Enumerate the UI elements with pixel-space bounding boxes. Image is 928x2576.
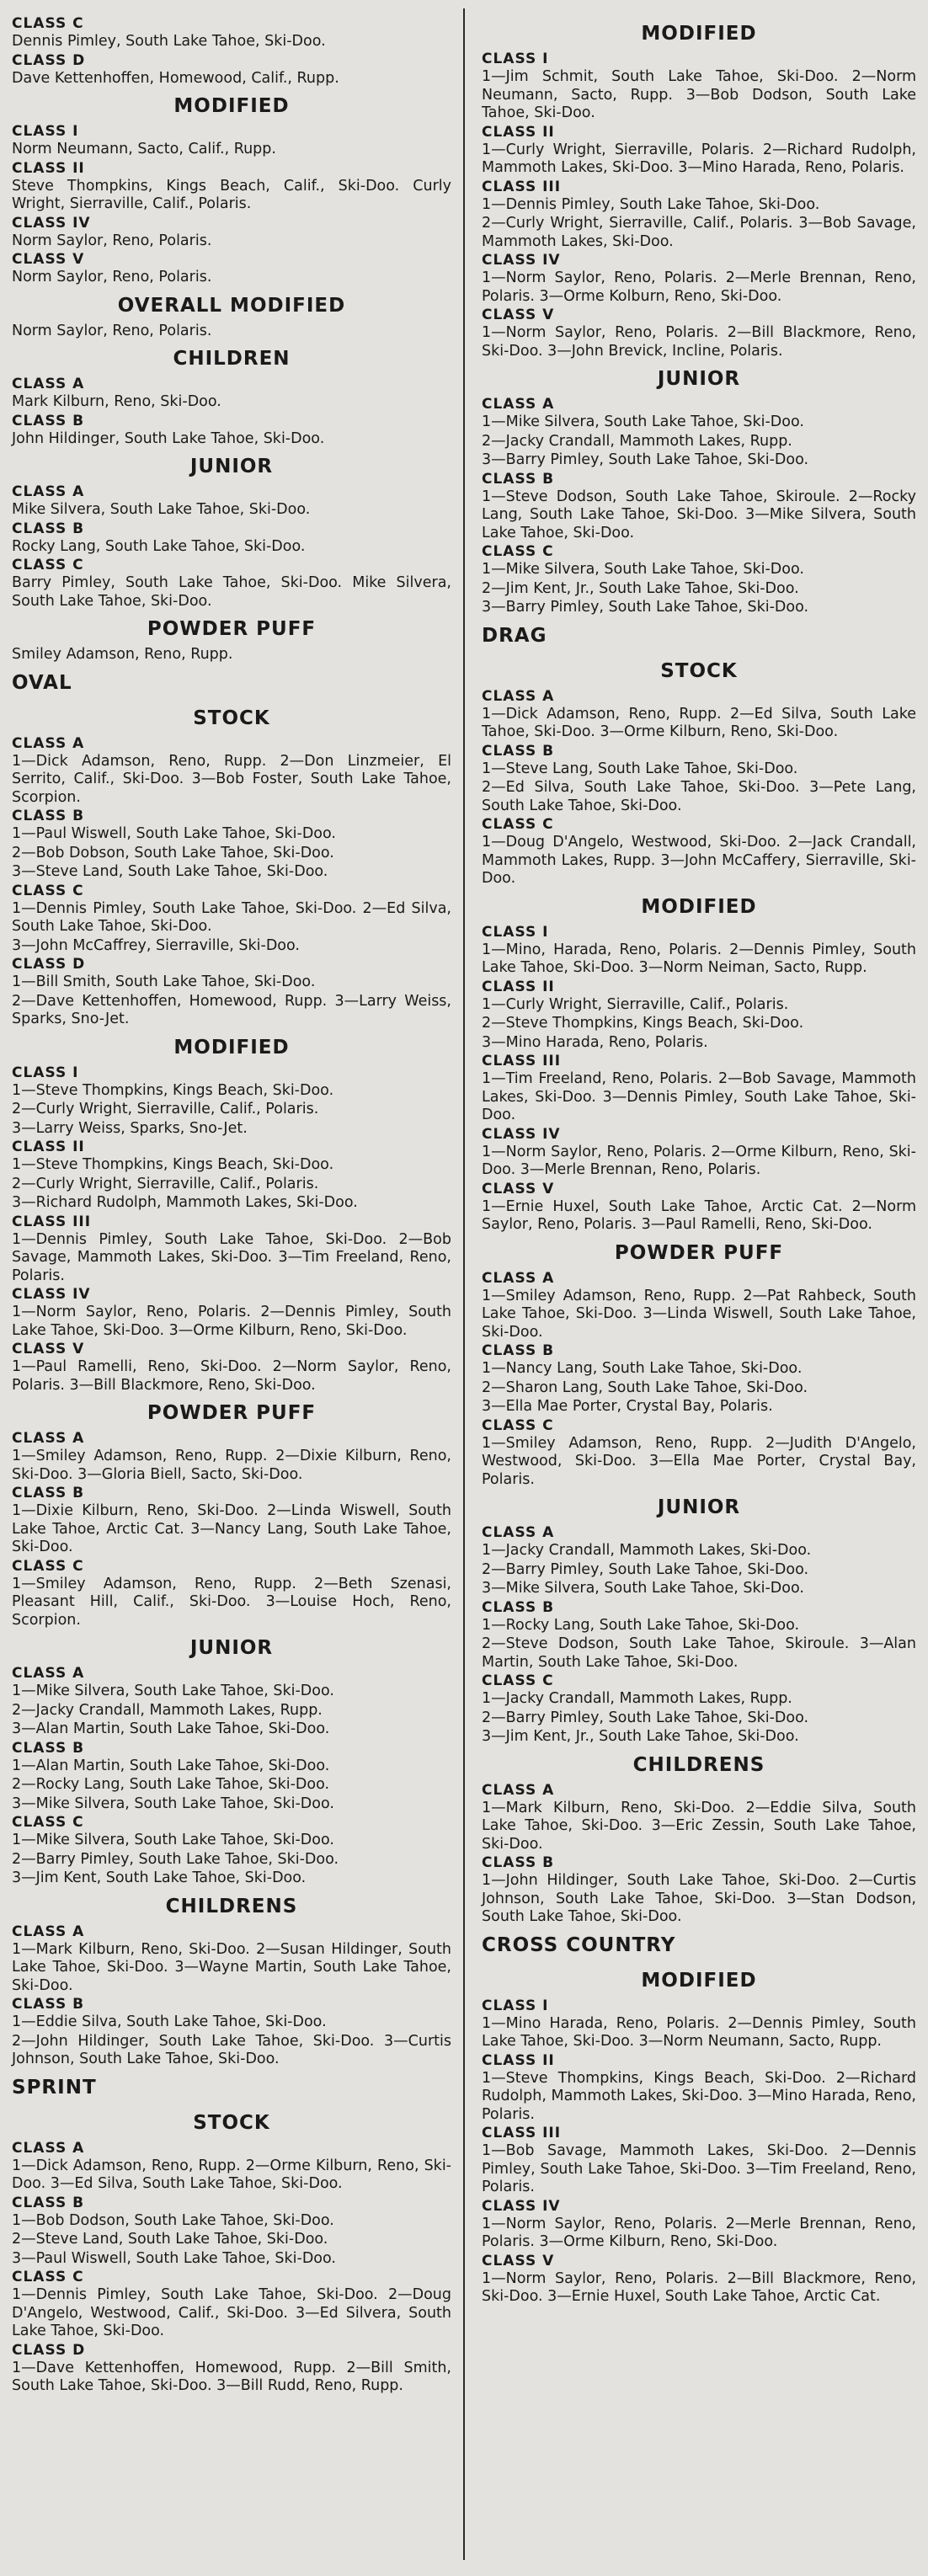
section-heading: JUNIOR [189, 456, 274, 477]
result-entry: 1—Mike Silvera, South Lake Tahoe, Ski-Doo. [482, 413, 804, 430]
result-entry: Rocky Lang, South Lake Tahoe, Ski-Doo. [12, 537, 306, 555]
class-label: CLASS D [12, 51, 86, 69]
result-entry: 1—Jacky Crandall, Mammoth Lakes, Rupp. [482, 1690, 792, 1707]
class-label: CLASS B [482, 742, 555, 760]
result-entry: 1—Bob Dodson, South Lake Tahoe, Ski-Doo. [12, 2211, 334, 2229]
result-entry: 3—Jim Kent, South Lake Tahoe, Ski-Doo. [12, 1869, 307, 1886]
result-entry: 1—Dennis Pimley, South Lake Tahoe, Ski-Doo. 2—Bob Savage, Mammoth Lakes, Ski-Doo. 3—Tim Freeland, Reno, Polaris. [12, 1230, 456, 1284]
class-label: CLASS III [482, 178, 562, 195]
result-entry: 1—Mike Silvera, South Lake Tahoe, Ski-Doo. [482, 561, 804, 578]
result-entry: 1—Norm Saylor, Reno, Polaris. 2—Orme Kilburn, Reno, Ski-Doo. 3—Merle Brennan, Reno, Polaris. [482, 1143, 916, 1178]
result-entry: 1—Dennis Pimley, South Lake Tahoe, Ski-Doo. [482, 195, 820, 213]
class-label: CLASS B [482, 470, 555, 488]
result-entry: Barry Pimley, South Lake Tahoe, Ski-Doo. Mike Silvera, South Lake Tahoe, Ski-Doo. [12, 574, 456, 610]
result-entry: 1—Dick Adamson, Reno, Rupp. 2—Orme Kilburn, Reno, Ski-Doo. 3—Ed Silva, South Lake Tahoe, Ski-Doo. [12, 2157, 451, 2192]
event-heading: CROSS COUNTRY [482, 1933, 676, 1956]
class-label: CLASS IV [12, 1286, 91, 1303]
result-entry: 1—Smiley Adamson, Reno, Rupp. 2—Judith D'Angelo, Westwood, Ski-Doo. 3—Ella Mae Porter, Crystal Bay, Polaris. [482, 1434, 921, 1488]
class-label: CLASS II [482, 123, 555, 141]
section-heading: STOCK [660, 659, 738, 682]
result-entry: 3—Mike Silvera, South Lake Tahoe, Ski-Doo. [482, 1580, 804, 1597]
result-entry: 1—Tim Freeland, Reno, Polaris. 2—Bob Savage, Mammoth Lakes, Ski-Doo. 3—Dennis Pimley, South Lake Tahoe, Ski-Doo. [482, 1070, 921, 1123]
class-label: CLASS A [12, 483, 85, 500]
class-label: CLASS B [482, 1342, 555, 1359]
class-label: CLASS C [482, 543, 554, 560]
result-entry: 1—Curly Wright, Sierraville, Calif., Polaris. [482, 995, 789, 1013]
result-entry: 1—Norm Saylor, Reno, Polaris. 2—Merle Brennan, Reno, Polaris. 3—Orme Kilburn, Reno, Ski-Doo. [482, 2215, 921, 2250]
class-label: CLASS D [12, 2341, 86, 2359]
section-heading: JUNIOR [657, 368, 741, 390]
class-label: CLASS B [482, 1598, 555, 1616]
class-label: CLASS B [12, 520, 85, 537]
class-label: CLASS V [482, 1180, 555, 1197]
section-heading: JUNIOR [657, 1496, 741, 1518]
result-entry: 1—Dixie Kilburn, Reno, Ski-Doo. 2—Linda Wiswell, South Lake Tahoe, Arctic Cat. 3—Nancy Lang, South Lake Tahoe, Ski-Doo. [12, 1502, 456, 1555]
result-entry: 1—Mike Silvera, South Lake Tahoe, Ski-Doo. [12, 1683, 334, 1699]
result-entry: 1—Mino Harada, Reno, Polaris. 2—Dennis Pimley, South Lake Tahoe, Ski-Doo. 3—Norm Neumann, Sacto, Rupp. [482, 2014, 921, 2050]
event-heading: OVAL [12, 671, 72, 694]
result-entry: 1—Steve Thompkins, Kings Beach, Ski-Doo. 2—Richard Rudolph, Mammoth Lakes, Ski-Doo. 3—Mino Harada, Reno, Polaris. [482, 2069, 921, 2123]
result-entry: 2—Rocky Lang, South Lake Tahoe, Ski-Doo. [12, 1776, 330, 1793]
event-heading: SPRINT [12, 2076, 97, 2099]
result-entry: 1—Norm Saylor, Reno, Polaris. 2—Bill Blackmore, Reno, Ski-Doo. 3—John Brevick, Incline, Polaris. [482, 324, 921, 360]
class-label: CLASS I [482, 51, 549, 67]
result-entry: Dave Kettenhoffen, Homewood, Calif., Rupp. [12, 69, 339, 87]
class-label: CLASS III [482, 2125, 562, 2141]
result-entry: Norm Saylor, Reno, Polaris. [12, 322, 212, 339]
result-entry: 3—Mino Harada, Reno, Polaris. [482, 1033, 708, 1051]
class-label: CLASS II [12, 159, 85, 177]
result-entry: 1—Norm Saylor, Reno, Polaris. 2—Bill Blackmore, Reno, Ski-Doo. 3—Ernie Huxel, South Lake Tahoe, Arctic Cat. [482, 2269, 921, 2305]
section-heading: MODIFIED [173, 95, 290, 117]
result-entry: Smiley Adamson, Reno, Rupp. [12, 646, 233, 663]
result-entry: 2—Jim Kent, Jr., South Lake Tahoe, Ski-Doo. [482, 579, 799, 597]
class-label: CLASS C [482, 1416, 554, 1434]
section-heading: STOCK [193, 2111, 270, 2134]
left-column [12, 15, 456, 2397]
class-label: CLASS V [482, 2252, 555, 2269]
class-label: CLASS C [12, 15, 84, 32]
result-entry: 1—Bob Savage, Mammoth Lakes, Ski-Doo. 2—Dennis Pimley, South Lake Tahoe, Ski-Doo. 3—Tim Freeland, Reno, Polaris. [482, 2142, 921, 2195]
class-label: CLASS D [12, 956, 86, 973]
result-entry: 3—Paul Wiswell, South Lake Tahoe, Ski-Doo. [12, 2249, 336, 2267]
result-entry: 1—Dick Adamson, Reno, Rupp. 2—Ed Silva, South Lake Tahoe, Ski-Doo. 3—Orme Kilburn, Reno, Ski-Doo. [482, 705, 921, 740]
class-label: CLASS C [12, 882, 84, 899]
section-heading: OVERALL MODIFIED [117, 294, 346, 317]
class-label: CLASS B [12, 2194, 85, 2211]
class-label: CLASS B [12, 1485, 85, 1501]
class-label: CLASS IV [482, 1125, 561, 1143]
section-heading: CHILDRENS [632, 1753, 765, 1776]
result-entry: 2—Barry Pimley, South Lake Tahoe, Ski-Doo. [12, 1850, 339, 1868]
result-entry: 3—Steve Land, South Lake Tahoe, Ski-Doo. [12, 863, 328, 880]
class-label: CLASS I [482, 1997, 549, 2014]
result-entry: 1—Ernie Huxel, South Lake Tahoe, Arctic Cat. 2—Norm Saylor, Reno, Polaris. 3—Paul Ramelli, Reno, Ski-Doo. [482, 1197, 921, 1233]
result-entry: 3—John McCaffrey, Sierraville, Ski-Doo. [12, 936, 300, 954]
result-entry: 1—Norm Saylor, Reno, Polaris. 2—Dennis Pimley, South Lake Tahoe, Ski-Doo. 3—Orme Kilburn, Reno, Ski-Doo. [12, 1304, 456, 1339]
class-label: CLASS A [482, 1524, 555, 1541]
class-label: CLASS A [482, 1781, 555, 1799]
section-heading: MODIFIED [641, 23, 757, 45]
result-entry: Steve Thompkins, Kings Beach, Calif., Ski-Doo. Curly Wright, Sierraville, Calif., Polaris. [12, 177, 456, 212]
result-entry: 2—Jacky Crandall, Mammoth Lakes, Rupp. [482, 432, 792, 450]
result-entry: 3—Ella Mae Porter, Crystal Bay, Polaris. [482, 1398, 773, 1415]
result-entry: 1—Jim Schmit, South Lake Tahoe, Ski-Doo. 2—Norm Neumann, Sacto, Rupp. 3—Bob Dodson, South Lake Tahoe, Ski-Doo. [482, 68, 921, 121]
result-entry: 3—Barry Pimley, South Lake Tahoe, Ski-Doo. [482, 451, 809, 468]
section-heading: CHILDRENS [165, 1895, 298, 1917]
result-entry: 1—Curly Wright, Sierraville, Polaris. 2—Richard Rudolph, Mammoth Lakes, Ski-Doo. 3—Mino Harada, Reno, Polaris. [482, 141, 921, 176]
class-label: CLASS B [12, 1996, 85, 2013]
class-label: CLASS II [482, 2051, 555, 2069]
result-entry: 3—Alan Martin, South Lake Tahoe, Ski-Doo. [12, 1720, 330, 1737]
class-label: CLASS A [482, 1269, 555, 1287]
class-label: CLASS V [482, 307, 555, 323]
result-entry: 3—Mike Silvera, South Lake Tahoe, Ski-Doo. [12, 1795, 334, 1812]
class-label: CLASS B [12, 808, 85, 824]
result-entry: 1—Rocky Lang, South Lake Tahoe, Ski-Doo. [482, 1616, 800, 1634]
result-entry: 3—Jim Kent, Jr., South Lake Tahoe, Ski-Doo. [482, 1728, 799, 1745]
result-entry: 1—Jacky Crandall, Mammoth Lakes, Ski-Doo. [482, 1542, 812, 1559]
result-entry: 1—Nancy Lang, South Lake Tahoe, Ski-Doo. [482, 1360, 803, 1377]
result-entry: 2—Curly Wright, Sierraville, Calif., Polaris. [12, 1175, 319, 1192]
result-entry: 3—Barry Pimley, South Lake Tahoe, Ski-Doo. [482, 599, 809, 616]
class-label: CLASS II [482, 978, 555, 995]
class-label: CLASS V [12, 1341, 85, 1357]
result-entry: 1—Mino, Harada, Reno, Polaris. 2—Dennis Pimley, South Lake Tahoe, Ski-Doo. 3—Norm Neiman, Sacto, Rupp. [482, 941, 921, 976]
section-heading: POWDER PUFF [147, 1402, 317, 1424]
class-label: CLASS A [12, 1923, 85, 1940]
result-entry: 1—Alan Martin, South Lake Tahoe, Ski-Doo. [12, 1757, 330, 1774]
class-label: CLASS C [12, 1557, 84, 1575]
class-label: CLASS I [12, 123, 79, 140]
event-heading: DRAG [482, 624, 547, 647]
class-label: CLASS A [12, 734, 85, 752]
result-entry: Mike Silvera, South Lake Tahoe, Ski-Doo. [12, 501, 311, 518]
class-label: CLASS A [12, 1430, 85, 1447]
result-entry: 2—Barry Pimley, South Lake Tahoe, Ski-Doo. [482, 1709, 809, 1726]
result-entry: 2—Ed Silva, South Lake Tahoe, Ski-Doo. 3—Pete Lang, South Lake Tahoe, Ski-Doo. [482, 779, 921, 814]
result-entry: 1—Smiley Adamson, Reno, Rupp. 2—Dixie Kilburn, Reno, Ski-Doo. 3—Gloria Biell, Sacto, Ski-Doo. [12, 1448, 456, 1483]
result-entry: 2—Barry Pimley, South Lake Tahoe, Ski-Doo. [482, 1560, 809, 1578]
result-entry: 2—Steve Dodson, South Lake Tahoe, Skiroule. 3—Alan Martin, South Lake Tahoe, Ski-Doo. [482, 1635, 921, 1671]
class-label: CLASS B [482, 1854, 555, 1871]
result-entry: 2—Steve Land, South Lake Tahoe, Ski-Doo. [12, 2231, 328, 2248]
class-label: CLASS C [482, 816, 554, 833]
class-label: CLASS A [12, 2139, 85, 2157]
result-entry: 2—Jacky Crandall, Mammoth Lakes, Rupp. [12, 1701, 323, 1719]
result-entry: 3—Larry Weiss, Sparks, Sno-Jet. [12, 1119, 248, 1137]
class-label: CLASS A [12, 1665, 85, 1682]
result-entry: 2—Curly Wright, Sierraville, Calif., Polaris. [12, 1101, 319, 1117]
section-heading: MODIFIED [173, 1036, 290, 1059]
result-entry: Norm Saylor, Reno, Polaris. [12, 232, 212, 249]
section-heading: MODIFIED [641, 1969, 757, 1992]
result-entry: 1—Mark Kilburn, Reno, Ski-Doo. 2—Eddie Silva, South Lake Tahoe, Ski-Doo. 3—Eric Zessin, South Lake Tahoe, Ski-Doo. [482, 1799, 921, 1853]
result-entry: 1—Smiley Adamson, Reno, Rupp. 2—Beth Szenasi, Pleasant Hill, Calif., Ski-Doo. 3—Louise Hoch, Reno, Scorpion. [12, 1575, 456, 1629]
section-heading: MODIFIED [641, 895, 757, 918]
class-label: CLASS A [482, 687, 555, 705]
result-entry: 1—Dick Adamson, Reno, Rupp. 2—Don Linzmeier, El Serrito, Calif., Ski-Doo. 3—Bob Foster, South Lake Tahoe, Scorpion. [12, 752, 456, 806]
class-label: CLASS II [12, 1139, 85, 1155]
class-label: CLASS IV [12, 214, 91, 232]
class-label: CLASS V [12, 251, 85, 268]
result-entry: 3—Richard Rudolph, Mammoth Lakes, Ski-Doo. [12, 1194, 358, 1211]
class-label: CLASS A [12, 376, 85, 392]
class-label: CLASS C [482, 1672, 554, 1689]
result-entry: 1—Steve Thompkins, Kings Beach, Ski-Doo. [12, 1156, 334, 1173]
result-entry: 1—Smiley Adamson, Reno, Rupp. 2—Pat Rahbeck, South Lake Tahoe, Ski-Doo. 3—Linda Wiswell, South Lake Tahoe, Ski-Doo. [482, 1287, 921, 1341]
class-label: CLASS C [12, 2269, 84, 2285]
result-entry: 1—Dennis Pimley, South Lake Tahoe, Ski-Doo. 2—Ed Silva, South Lake Tahoe, Ski-Doo. [12, 899, 456, 935]
result-entry: 1—Bill Smith, South Lake Tahoe, Ski-Doo. [12, 973, 316, 990]
result-entry: 1—Steve Thompkins, Kings Beach, Ski-Doo. [12, 1081, 334, 1099]
result-entry: 1—Dave Kettenhoffen, Homewood, Rupp. 2—Bill Smith, South Lake Tahoe, Ski-Doo. 3—Bill Rudd, Reno, Rupp. [12, 2359, 456, 2394]
class-label: CLASS I [482, 923, 549, 941]
section-heading: POWDER PUFF [147, 618, 317, 640]
right-column [482, 15, 921, 2307]
result-entry: 1—Paul Ramelli, Reno, Ski-Doo. 2—Norm Saylor, Reno, Polaris. 3—Bill Blackmore, Reno, Ski-Doo. [12, 1358, 456, 1394]
result-entry: 2—Sharon Lang, South Lake Tahoe, Ski-Doo. [482, 1379, 808, 1396]
column-divider [463, 8, 465, 2560]
result-entry: 1—Dennis Pimley, South Lake Tahoe, Ski-Doo. 2—Doug D'Angelo, Westwood, Calif., Ski-Doo. 3—Ed Silvera, South Lake Tahoe, Ski-Doo. [12, 2286, 456, 2339]
result-entry: 1—Norm Saylor, Reno, Polaris. 2—Merle Brennan, Reno, Polaris. 3—Orme Kolburn, Reno, Ski-Doo. [482, 269, 921, 305]
class-label: CLASS III [482, 1053, 562, 1069]
class-label: CLASS C [12, 557, 84, 573]
section-heading: JUNIOR [189, 1637, 274, 1659]
result-entry: 2—Steve Thompkins, Kings Beach, Ski-Doo. [482, 1015, 804, 1032]
class-label: CLASS IV [482, 2197, 561, 2215]
class-label: CLASS C [12, 1814, 84, 1831]
result-entry: Norm Saylor, Reno, Polaris. [12, 269, 212, 285]
result-entry: 2—Bob Dobson, South Lake Tahoe, Ski-Doo. [12, 844, 334, 861]
result-entry: 1—Steve Lang, South Lake Tahoe, Ski-Doo. [482, 760, 798, 777]
class-label: CLASS I [12, 1064, 79, 1081]
section-heading: STOCK [193, 707, 270, 729]
class-label: CLASS B [12, 1739, 85, 1757]
result-entry: 1—Mike Silvera, South Lake Tahoe, Ski-Doo. [12, 1832, 334, 1848]
result-entry: 2—Dave Kettenhoffen, Homewood, Rupp. 3—Larry Weiss, Sparks, Sno-Jet. [12, 992, 456, 1027]
result-entry: 1—Eddie Silva, South Lake Tahoe, Ski-Doo. [12, 2013, 327, 2030]
result-entry: 1—John Hildinger, South Lake Tahoe, Ski-Doo. 2—Curtis Johnson, South Lake Tahoe, Ski-Doo. 3—Stan Dodson, South Lake Tahoe, Ski-Doo. [482, 1872, 921, 1925]
class-label: CLASS A [482, 396, 555, 413]
section-heading: CHILDREN [173, 348, 291, 370]
result-entry: 1—Doug D'Angelo, Westwood, Ski-Doo. 2—Jack Crandall, Mammoth Lakes, Rupp. 3—John McCaffery, Sierraville, Ski-Doo. [482, 834, 921, 887]
class-label: CLASS B [12, 412, 85, 429]
result-entry: 1—Mark Kilburn, Reno, Ski-Doo. 2—Susan Hildinger, South Lake Tahoe, Ski-Doo. 3—Wayne Martin, South Lake Tahoe, Ski-Doo. [12, 1940, 456, 1994]
result-entry: Norm Neumann, Sacto, Calif., Rupp. [12, 141, 276, 157]
result-entry: Mark Kilburn, Reno, Ski-Doo. [12, 393, 221, 410]
result-entry: Dennis Pimley, South Lake Tahoe, Ski-Doo. [12, 33, 326, 50]
class-label: CLASS III [12, 1213, 92, 1230]
section-heading: POWDER PUFF [614, 1241, 784, 1264]
result-entry: 2—John Hildinger, South Lake Tahoe, Ski-Doo. 3—Curtis Johnson, South Lake Tahoe, Ski-Doo. [12, 2032, 456, 2067]
result-entry: 1—Steve Dodson, South Lake Tahoe, Skiroule. 2—Rocky Lang, South Lake Tahoe, Ski-Doo. 3—Mike Silvera, South Lake Tahoe, Ski-Doo. [482, 488, 921, 541]
result-entry: 2—Curly Wright, Sierraville, Calif., Polaris. 3—Bob Savage, Mammoth Lakes, Ski-Doo. [482, 215, 921, 250]
result-entry: John Hildinger, South Lake Tahoe, Ski-Doo. [12, 429, 325, 447]
result-entry: 1—Paul Wiswell, South Lake Tahoe, Ski-Doo. [12, 825, 336, 842]
class-label: CLASS IV [482, 252, 561, 269]
